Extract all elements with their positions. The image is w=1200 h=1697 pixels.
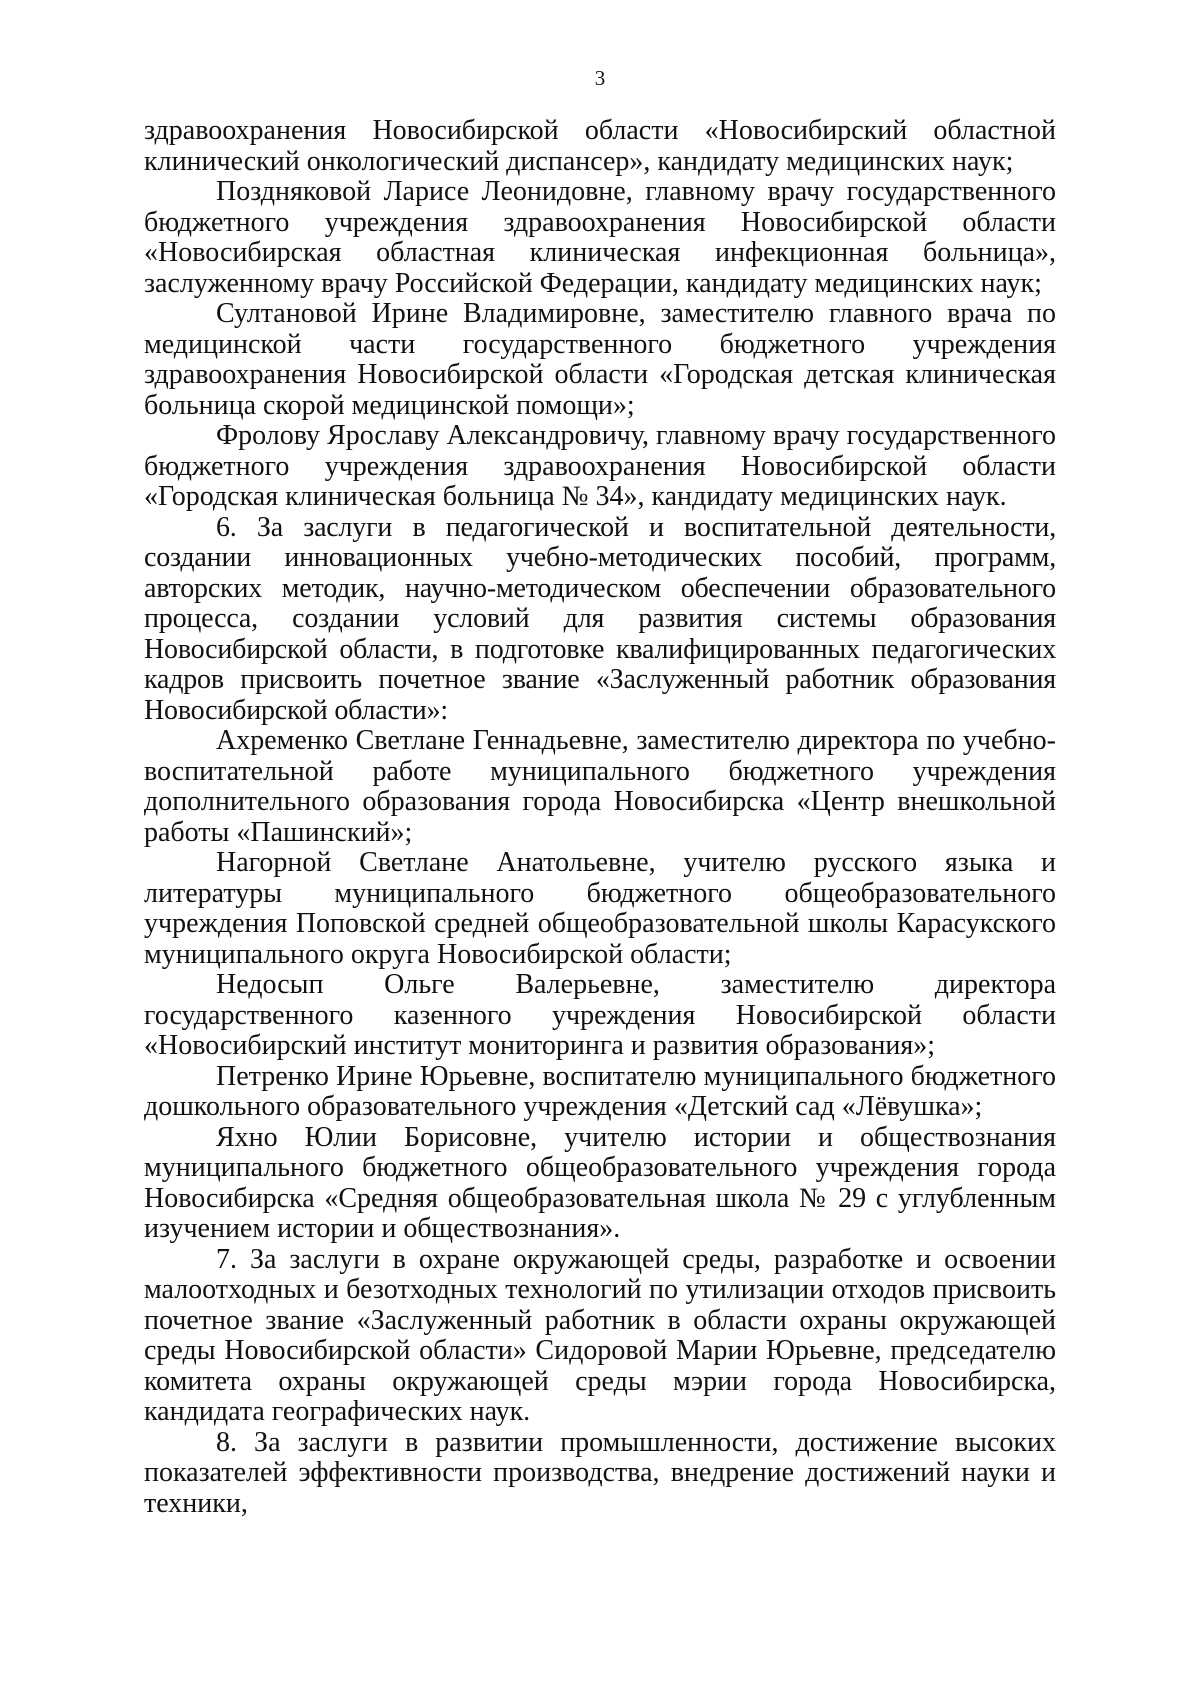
paragraph-sultanova: Султановой Ирине Владимировне, заместителю главного врача по медицинской части государственного бюджетного учреждения здравоохранения Новосибирской области «Городская детская клиническая больница скорой медицинской помощи»; [144,298,1056,421]
paragraph-item-7-environment-award: 7. За заслуги в охране окружающей среды, разработке и освоении малоотходных и безотходных технологий по утилизации отходов присвоить почетное звание «Заслуженный работник в области охраны окружающей среды Новосибирской области» Сидоровой Марии Юрьевне, председателю комитета охраны окружающей среды мэрии города Новосибирска, кандидата географических наук. [144,1243,1056,1427]
page-number: 3 [594,66,606,90]
paragraph-oncology-dispensary-continuation: здравоохранения Новосибирской области «Новосибирский областной клинический онкологический диспансер», кандидату медицинских наук; [144,115,1056,177]
paragraph-petrenko: Петренко Ирине Юрьевне, воспитателю муниципального бюджетного дошкольного образовательного учреждения «Детский сад «Лёвушка»; [144,1060,1056,1122]
paragraph-item-6-education-award: 6. За заслуги в педагогической и воспитательной деятельности, создании инновационных учебно-методических пособий, программ, авторских методик, научно-методическом обеспечении образовательного процесса, создании условий для развития системы образования Новосибирской области, в подготовке квалифицированных педагогических кадров присвоить почетное звание «Заслуженный работник образования Новосибирской области»: [144,511,1056,726]
paragraph-yakhno: Яхно Юлии Борисовне, учителю истории и обществознания муниципального бюджетного общеобразовательного учреждения города Новосибирска «Средняя общеобразовательная школа № 29 с углубленным изучением истории и обществознания». [144,1121,1056,1244]
paragraph-pozdnyakova: Поздняковой Ларисе Леонидовне, главному врачу государственного бюджетного учреждения здравоохранения Новосибирской области «Новосибирская областная клиническая инфекционная больница», заслуженному врачу Российской Федерации, кандидату медицинских наук; [144,176,1056,299]
paragraph-akhremenko: Ахременко Светлане Геннадьевне, заместителю директора по учебно-воспитательной работе муниципального бюджетного учреждения дополнительного образования города Новосибирска «Центр внешкольной работы «Пашинский»; [144,725,1056,848]
paragraph-item-8-industry-award: 8. За заслуги в развитии промышленности, достижение высоких показателей эффективности производства, внедрение достижений науки и техники, [144,1426,1056,1519]
paragraph-nagornaya: Нагорной Светлане Анатольевне, учителю русского языка и литературы муниципального бюджетного общеобразовательного учреждения Поповской средней общеобразовательной школы Карасукского муниципального округа Новосибирской области; [144,847,1056,970]
document-body [144,116,1056,1519]
paragraph-nedosyp: Недосып Ольге Валерьевне, заместителю директора государственного казенного учреждения Новосибирской области «Новосибирский институт мониторинга и развития образования»; [144,969,1056,1061]
paragraph-frolov: Фролову Ярославу Александровичу, главному врачу государственного бюджетного учреждения здравоохранения Новосибирской области «Городская клиническая больница № 34», кандидату медицинских наук. [144,420,1056,512]
